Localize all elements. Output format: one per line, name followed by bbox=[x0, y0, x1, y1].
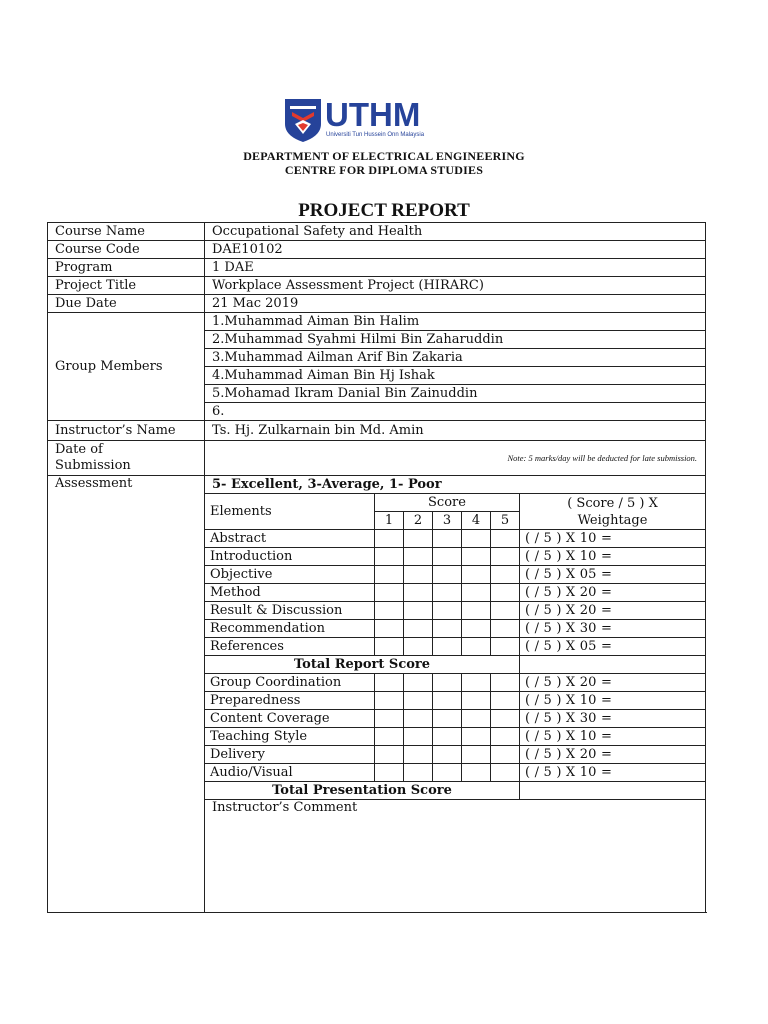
element-abstract: Abstract bbox=[205, 530, 375, 548]
weightage-formula: ( / 5 ) X 20 = bbox=[520, 674, 706, 692]
score-cell[interactable] bbox=[433, 530, 462, 548]
score-cell[interactable] bbox=[404, 638, 433, 656]
course-name-value: Occupational Safety and Health bbox=[205, 223, 706, 241]
element-content-coverage: Content Coverage bbox=[205, 710, 375, 728]
score-cell[interactable] bbox=[491, 746, 520, 764]
course-code-value: DAE10102 bbox=[205, 241, 706, 259]
score-cell[interactable] bbox=[375, 584, 404, 602]
score-cell[interactable] bbox=[404, 584, 433, 602]
score-cell[interactable] bbox=[462, 602, 491, 620]
weightage-formula: ( / 5 ) X 05 = bbox=[520, 638, 706, 656]
score-cell[interactable] bbox=[462, 548, 491, 566]
submission-date-field[interactable] bbox=[205, 441, 706, 476]
element-method: Method bbox=[205, 584, 375, 602]
element-objective: Objective bbox=[205, 566, 375, 584]
element-recommendation: Recommendation bbox=[205, 620, 375, 638]
score-cell[interactable] bbox=[404, 692, 433, 710]
course-name-label: Course Name bbox=[48, 223, 205, 241]
uthm-logo bbox=[283, 96, 453, 142]
project-title-value: Workplace Assessment Project (HIRARC) bbox=[205, 277, 706, 295]
score-cell[interactable] bbox=[433, 620, 462, 638]
score-cell[interactable] bbox=[491, 692, 520, 710]
weightage-formula: ( / 5 ) X 10 = bbox=[520, 728, 706, 746]
weightage-formula: ( / 5 ) X 30 = bbox=[520, 710, 706, 728]
score-cell[interactable] bbox=[404, 548, 433, 566]
score-cell[interactable] bbox=[404, 620, 433, 638]
program-label: Program bbox=[48, 259, 205, 277]
total-presentation-score-value[interactable] bbox=[520, 782, 706, 800]
score-cell[interactable] bbox=[462, 728, 491, 746]
svg-text:UTHM: UTHM bbox=[325, 96, 421, 133]
total-report-score-label: Total Report Score bbox=[205, 656, 520, 674]
score-cell[interactable] bbox=[491, 764, 520, 782]
weightage-header-line1: ( Score / 5 ) X bbox=[567, 495, 658, 511]
group-member: 6. bbox=[205, 403, 706, 421]
submission-date-label bbox=[48, 441, 205, 476]
score-cell[interactable] bbox=[491, 584, 520, 602]
score-cell[interactable] bbox=[375, 620, 404, 638]
score-cell[interactable] bbox=[462, 530, 491, 548]
score-cell[interactable] bbox=[375, 764, 404, 782]
department-name: DEPARTMENT OF ELECTRICAL ENGINEERING bbox=[243, 149, 525, 163]
score-cell[interactable] bbox=[404, 746, 433, 764]
weightage-formula: ( / 5 ) X 30 = bbox=[520, 620, 706, 638]
score-cell[interactable] bbox=[462, 746, 491, 764]
score-cell[interactable] bbox=[375, 728, 404, 746]
score-cell[interactable] bbox=[375, 638, 404, 656]
group-member: 4.Muhammad Aiman Bin Hj Ishak bbox=[205, 367, 706, 385]
program-value: 1 DAE bbox=[205, 259, 706, 277]
score-cell[interactable] bbox=[375, 602, 404, 620]
score-cell[interactable] bbox=[462, 584, 491, 602]
weightage-formula: ( / 5 ) X 20 = bbox=[520, 746, 706, 764]
element-audio-visual: Audio/Visual bbox=[205, 764, 375, 782]
score-header: Score bbox=[375, 494, 520, 512]
submission-label-line2: Submission bbox=[55, 458, 131, 473]
score-cell[interactable] bbox=[404, 530, 433, 548]
submission-label-line1: Date of bbox=[55, 442, 103, 457]
score-cell[interactable] bbox=[433, 548, 462, 566]
score-cell[interactable] bbox=[433, 728, 462, 746]
score-cell[interactable] bbox=[404, 674, 433, 692]
score-cell[interactable] bbox=[462, 620, 491, 638]
element-preparedness: Preparedness bbox=[205, 692, 375, 710]
score-cell[interactable] bbox=[433, 746, 462, 764]
score-cell[interactable] bbox=[404, 764, 433, 782]
score-cell[interactable] bbox=[491, 638, 520, 656]
score-cell[interactable] bbox=[375, 746, 404, 764]
element-teaching-style: Teaching Style bbox=[205, 728, 375, 746]
course-code-label: Course Code bbox=[48, 241, 205, 259]
score-cell[interactable] bbox=[462, 566, 491, 584]
score-cell[interactable] bbox=[462, 692, 491, 710]
instructor-name-value: Ts. Hj. Zulkarnain bin Md. Amin bbox=[205, 421, 706, 441]
instructor-comment-label: Instructor’s Comment bbox=[212, 800, 358, 815]
score-cell[interactable] bbox=[404, 728, 433, 746]
group-member: 2.Muhammad Syahmi Hilmi Bin Zaharuddin bbox=[205, 331, 706, 349]
score-cell[interactable] bbox=[404, 602, 433, 620]
weightage-formula: ( / 5 ) X 10 = bbox=[520, 764, 706, 782]
assessment-scale: 5- Excellent, 3-Average, 1- Poor bbox=[205, 476, 706, 494]
weightage-header-line2: Weightage bbox=[577, 512, 648, 528]
element-introduction: Introduction bbox=[205, 548, 375, 566]
report-form-table bbox=[47, 222, 706, 913]
score-cell[interactable] bbox=[491, 548, 520, 566]
score-cell[interactable] bbox=[433, 638, 462, 656]
weightage-formula: ( / 5 ) X 10 = bbox=[520, 548, 706, 566]
group-members-label: Group Members bbox=[48, 313, 205, 421]
element-references: References bbox=[205, 638, 375, 656]
score-cell[interactable] bbox=[491, 728, 520, 746]
score-cell[interactable] bbox=[491, 710, 520, 728]
due-date-value: 21 Mac 2019 bbox=[205, 295, 706, 313]
score-cell[interactable] bbox=[375, 674, 404, 692]
centre-name: CENTRE FOR DIPLOMA STUDIES bbox=[284, 163, 484, 177]
score-cell[interactable] bbox=[462, 710, 491, 728]
score-col-4: 4 bbox=[462, 512, 491, 530]
score-col-5: 5 bbox=[491, 512, 520, 530]
weightage-formula: ( / 5 ) X 05 = bbox=[520, 566, 706, 584]
score-cell[interactable] bbox=[491, 566, 520, 584]
score-col-1: 1 bbox=[375, 512, 404, 530]
weightage-formula: ( / 5 ) X 20 = bbox=[520, 602, 706, 620]
score-cell[interactable] bbox=[491, 530, 520, 548]
score-cell[interactable] bbox=[491, 602, 520, 620]
assessment-label: Assessment bbox=[48, 476, 205, 913]
score-cell[interactable] bbox=[491, 674, 520, 692]
score-col-2: 2 bbox=[404, 512, 433, 530]
instructor-name-label: Instructor’s Name bbox=[48, 421, 205, 441]
score-cell[interactable] bbox=[375, 548, 404, 566]
group-member: 5.Mohamad Ikram Danial Bin Zainuddin bbox=[205, 385, 706, 403]
score-cell[interactable] bbox=[375, 530, 404, 548]
score-cell[interactable] bbox=[433, 710, 462, 728]
score-cell[interactable] bbox=[404, 566, 433, 584]
score-cell[interactable] bbox=[433, 764, 462, 782]
score-cell[interactable] bbox=[433, 566, 462, 584]
project-title-label: Project Title bbox=[48, 277, 205, 295]
weightage-formula: ( / 5 ) X 20 = bbox=[520, 584, 706, 602]
group-member: 3.Muhammad Ailman Arif Bin Zakaria bbox=[205, 349, 706, 367]
weightage-formula: ( / 5 ) X 10 = bbox=[520, 692, 706, 710]
total-presentation-score-label: Total Presentation Score bbox=[205, 782, 520, 800]
element-group-coordination: Group Coordination bbox=[205, 674, 375, 692]
due-date-label: Due Date bbox=[48, 295, 205, 313]
total-report-score-value[interactable] bbox=[520, 656, 706, 674]
weightage-formula: ( / 5 ) X 10 = bbox=[520, 530, 706, 548]
svg-text:Universiti Tun Hussein Onn Mal: Universiti Tun Hussein Onn Malaysia bbox=[326, 132, 425, 138]
score-cell[interactable] bbox=[375, 692, 404, 710]
elements-header: Elements bbox=[205, 494, 375, 530]
element-result-discussion: Result & Discussion bbox=[205, 602, 375, 620]
group-member: 1.Muhammad Aiman Bin Halim bbox=[205, 313, 706, 331]
score-cell[interactable] bbox=[462, 638, 491, 656]
score-cell[interactable] bbox=[433, 602, 462, 620]
page-title: PROJECT REPORT bbox=[298, 200, 470, 221]
score-cell[interactable] bbox=[462, 674, 491, 692]
score-cell[interactable] bbox=[433, 692, 462, 710]
score-cell[interactable] bbox=[375, 710, 404, 728]
score-cell[interactable] bbox=[433, 584, 462, 602]
score-cell[interactable] bbox=[404, 710, 433, 728]
score-cell[interactable] bbox=[462, 764, 491, 782]
score-cell[interactable] bbox=[375, 566, 404, 584]
instructor-comment-box[interactable] bbox=[205, 800, 706, 913]
element-delivery: Delivery bbox=[205, 746, 375, 764]
weightage-header bbox=[520, 494, 706, 530]
score-cell[interactable] bbox=[491, 620, 520, 638]
late-submission-note: Note: 5 marks/day will be deducted for late submission. bbox=[507, 453, 698, 463]
score-col-3: 3 bbox=[433, 512, 462, 530]
shield-icon bbox=[285, 99, 321, 142]
score-cell[interactable] bbox=[433, 674, 462, 692]
